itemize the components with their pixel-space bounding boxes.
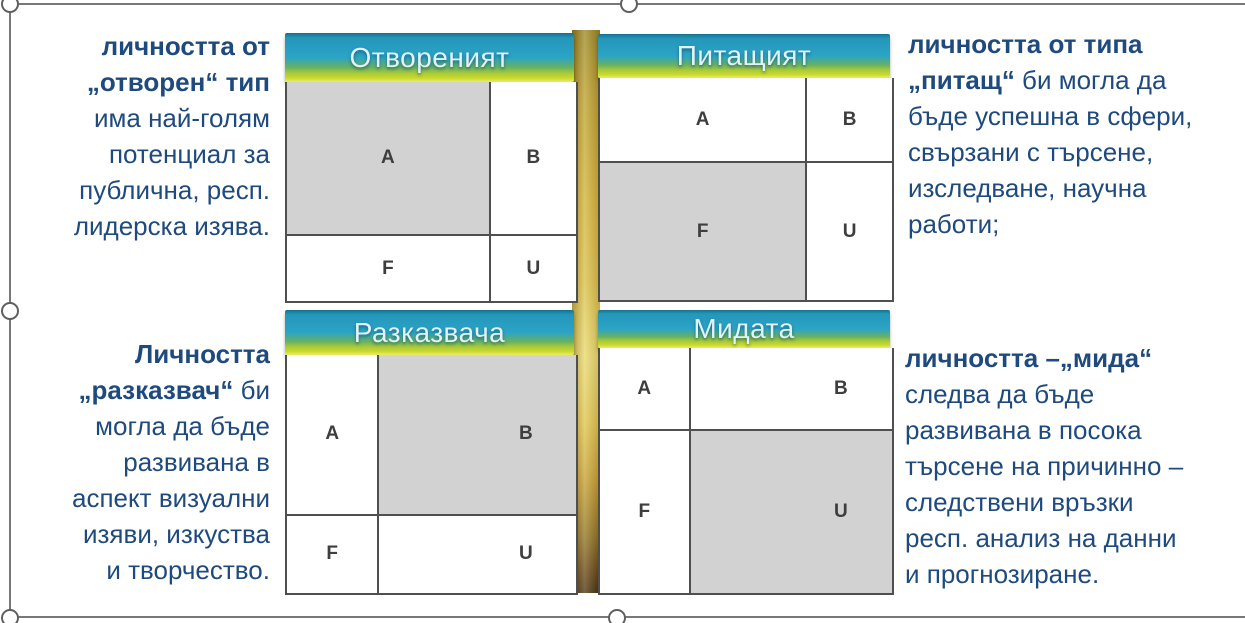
note-line: личността –„мида“ <box>905 343 1153 373</box>
note-line: изяви, изкуства <box>82 519 270 549</box>
resize-handle-bottom-left[interactable] <box>1 609 19 623</box>
note-line: следствени връзки <box>905 487 1134 517</box>
note-line: развивана в посока <box>905 415 1142 445</box>
selection-border-bottom <box>8 616 1245 618</box>
cell-storyteller-F: F <box>287 516 379 593</box>
note-line: и творчество. <box>106 555 270 585</box>
cell-clam-B: B <box>691 348 892 431</box>
note-line: и прогнозиране. <box>905 559 1100 589</box>
cell-storyteller-A: A <box>287 355 379 516</box>
note-line: личността от типа <box>908 29 1143 59</box>
note-line: аспект визуални <box>72 483 270 513</box>
note-line: следва да бъде <box>905 379 1095 409</box>
note-line: могла да бъде <box>95 411 270 441</box>
cell-clam-F: F <box>600 431 691 593</box>
cell-asking-U: U <box>807 163 892 300</box>
resize-handle-top-middle[interactable] <box>620 0 638 13</box>
cell-open-B: B <box>491 82 576 236</box>
note-line: лидерска изява. <box>73 211 270 241</box>
note-line: развивана в <box>123 447 270 477</box>
resize-handle-bottom-middle[interactable] <box>608 609 626 623</box>
note-line: „питащ“ би могла да <box>908 65 1167 95</box>
note-line: изследване, научна <box>908 173 1147 203</box>
note-line: потенциал за <box>108 139 270 169</box>
resize-handle-left-middle[interactable] <box>1 302 19 320</box>
note-line: Личността <box>135 339 270 369</box>
resize-handle-top-left[interactable] <box>1 0 19 13</box>
note-asking-type <box>908 26 1245 242</box>
note-line: работи; <box>908 209 1000 239</box>
note-line: има най-голям <box>93 103 270 133</box>
note-clam-type <box>905 340 1245 592</box>
cell-clam-A: A <box>600 348 691 431</box>
cell-open-F: F <box>287 236 491 301</box>
cell-open-A: A <box>287 82 491 236</box>
note-line: бъде успешна в сфери, <box>908 101 1193 131</box>
cell-storyteller-B: B <box>379 355 576 516</box>
note-line: „отворен“ тип <box>86 67 270 97</box>
johari-grid-clam <box>598 348 894 595</box>
johari-grid-asking <box>598 78 894 302</box>
cell-open-U: U <box>491 236 576 301</box>
panel-clam-title: Мидата <box>598 310 890 348</box>
johari-grid-storyteller <box>285 355 578 595</box>
note-line: личността от <box>101 31 270 61</box>
panel-asking-title: Питащият <box>598 34 890 78</box>
cell-storyteller-U: U <box>379 516 576 593</box>
note-line: търсене на причинно – <box>905 451 1184 481</box>
note-line: респ. анализ на данни <box>905 523 1177 553</box>
panel-storyteller-title: Разказвача <box>285 310 574 355</box>
cell-clam-U: U <box>691 431 892 593</box>
cell-asking-A: A <box>600 78 807 163</box>
note-line: свързани с търсене, <box>908 137 1154 167</box>
cell-asking-B: B <box>807 78 892 163</box>
cell-asking-F: F <box>600 163 807 300</box>
johari-grid-open <box>285 82 578 303</box>
note-line: „разказвач“ би <box>78 375 270 405</box>
note-open-type <box>18 28 270 244</box>
note-line: публична, респ. <box>79 175 270 205</box>
note-storyteller-type <box>18 336 270 588</box>
panel-open-title: Отвореният <box>285 33 574 82</box>
